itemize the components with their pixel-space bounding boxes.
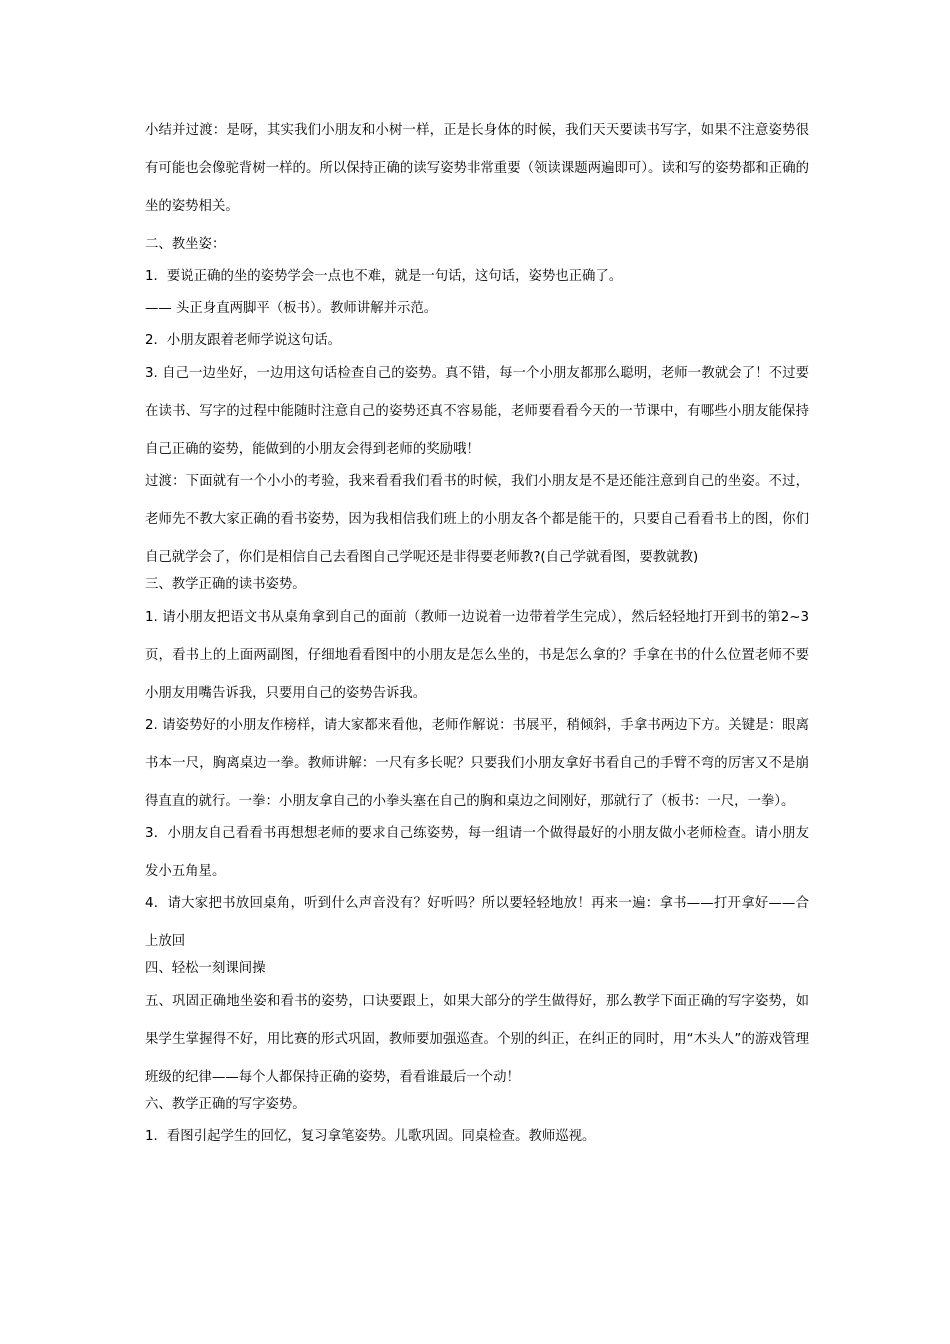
- paragraph-transition-reading: 过渡：下面就有一个小小的考验，我来看看我们看书的时候，我们小朋友是不是还能注意到自己的坐姿。不过，老师先不教大家正确的看书姿势，因为我相信我们班上的小朋友各个都是能干的，只要自己看看书上的图，你们自己就学会了，你们是相信自己去看图自己学呢还是非得要老师教?(自己学就看图，要教就教): [145, 474, 809, 565]
- list-item-writing-1: 1．看图引起学生的回忆，复习拿笔姿势。儿歌巩固。同桌检查。教师巡视。: [145, 1129, 596, 1144]
- document-body: [145, 122, 809, 1159]
- list-item-sitting-2: 2．小朋友跟着老师学说这句话。: [145, 333, 341, 348]
- list-item-sitting-1: 1．要说正确的坐的姿势学会一点也不难，就是一句话，这句话，姿势也正确了。: [145, 269, 623, 284]
- list-item-reading-2: 2. 请姿势好的小朋友作榜样，请大家都来看他，老师作解说：书展平，稍倾斜，手拿书两边下方。关键是：眼离书本一尺，胸离桌边一拳。教师讲解：一尺有多长呢？只要我们小朋友拿好书看自己的手臂不弯的厉害又不是崩得直直的就行。一拳：小朋友拿自己的小拳头塞在自己的胸和桌边之间刚好，那就行了（板书：一尺，一拳）。: [145, 718, 809, 809]
- section-heading-sitting: 二、教坐姿：: [145, 237, 226, 252]
- list-item-reading-3: 3．小朋友自己看看书再想想老师的要求自己练姿势，每一组请一个做得最好的小朋友做小老师检查。请小朋友发小五角星。: [145, 826, 809, 879]
- list-item-reading-4: 4．请大家把书放回桌角，听到什么声音没有？好听吗？所以要轻轻地放！再来一遍：拿书——打开拿好——合上放回: [145, 896, 809, 949]
- section-heading-reading: 三、教学正确的读书姿势。: [145, 577, 306, 592]
- paragraph-summary-transition: 小结并过渡：是呀，其实我们小朋友和小树一样，正是长身体的时候，我们天天要读书写字，如果不注意姿势很有可能也会像驼背树一样的。所以保持正确的读写姿势非常重要（领读课题两遍即可）。读和写的姿势都和正确的坐的姿势相关。: [145, 123, 809, 214]
- list-item-reading-1: 1. 请小朋友把语文书从桌角拿到自己的面前（教师一边说着一边带着学生完成），然后轻轻地打开到书的第2~3页，看书上的上面两副图，仔细地看看图中的小朋友是怎么坐的，书是怎么拿的？手拿在书的什么位置老师不要小朋友用嘴告诉我，只要用自己的姿势告诉我。: [145, 610, 809, 701]
- section-heading-writing: 六、教学正确的写字姿势。: [145, 1097, 306, 1112]
- section-heading-consolidate: 五、巩固正确地坐姿和看书的姿势，口诀要跟上，如果大部分的学生做得好，那么教学下面正确的写字姿势，如果学生掌握得不好，用比赛的形式巩固，教师要加强巡查。个别的纠正，在纠正的同时，用“木头人”的游戏管理班级的纪律——每个人都保持正确的姿势，看看谁最后一个动！: [145, 994, 809, 1085]
- list-item-sitting-3: 3. 自己一边坐好，一边用这句话检查自己的姿势。真不错，每一个小朋友都那么聪明，老师一教就会了！不过要在读书、写字的过程中能随时注意自己的姿势还真不容易能，老师要看看今天的一节课中，有哪些小朋友能保持自己正确的姿势，能做到的小朋友会得到老师的奖励哦！: [145, 366, 809, 457]
- section-heading-break: 四、轻松一刻课间操: [145, 961, 266, 976]
- list-item-sitting-rhyme: —— 头正身直两脚平（板书）。教师讲解并示范。: [145, 301, 438, 316]
